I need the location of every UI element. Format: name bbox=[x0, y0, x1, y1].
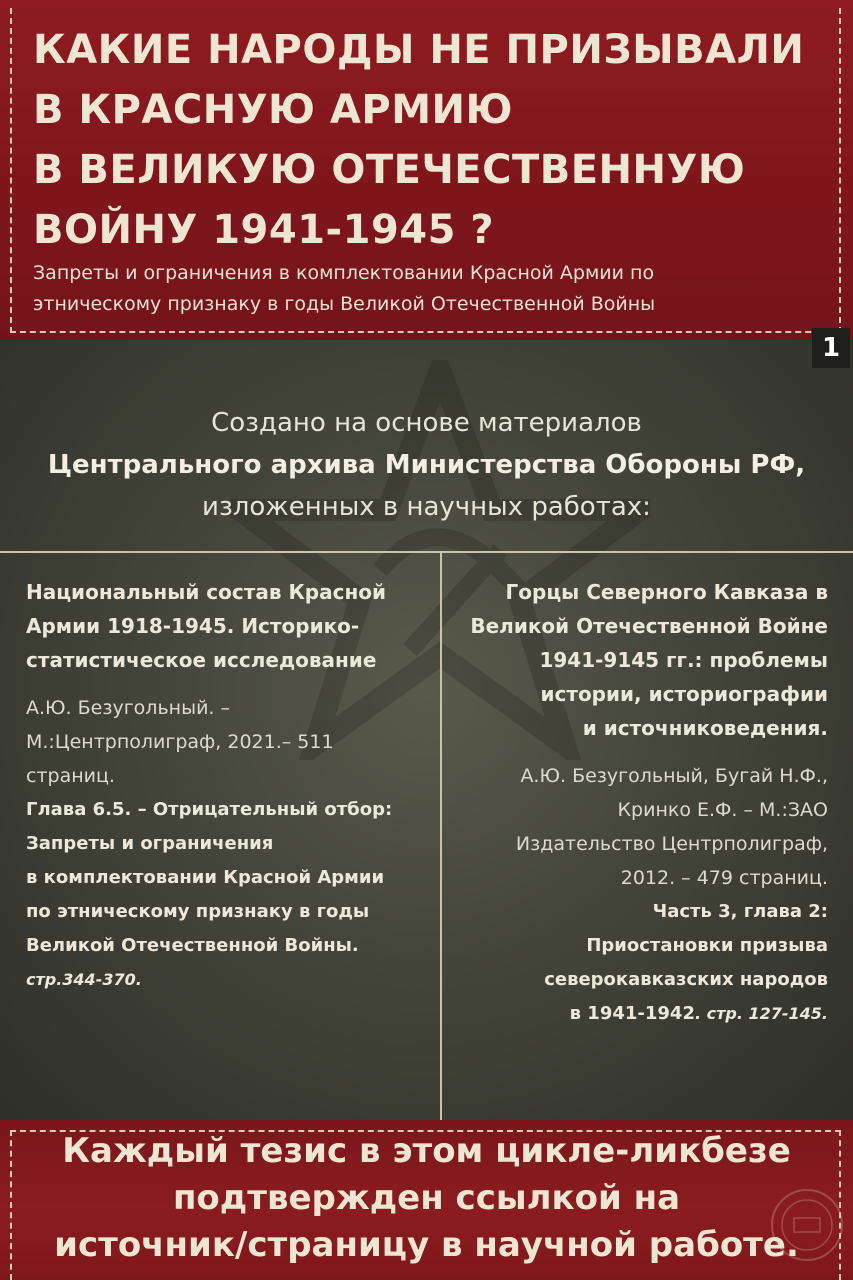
left-book-title bbox=[26, 575, 426, 677]
left-title-line: статистическое исследование bbox=[26, 648, 377, 672]
page-subtitle bbox=[33, 258, 823, 320]
title-line-4: ВОЙНУ 1941-1945 ? bbox=[33, 207, 495, 253]
title-line-3: В ВЕЛИКУЮ ОТЕЧЕСТВЕННУЮ bbox=[33, 147, 746, 193]
right-chapter-years: в 1941-1942 bbox=[569, 1003, 695, 1024]
footer-statement bbox=[0, 1128, 853, 1269]
left-chapter-line: Глава 6.5. – Отрицательный отбор: bbox=[26, 799, 393, 820]
subtitle-line-2: этническому признаку в годы Великой Отечественной Войны bbox=[33, 293, 656, 315]
left-author-line: М.:Центрполиграф, 2021.– 511 bbox=[26, 731, 334, 753]
right-title-line: Горцы Северного Кавказа в bbox=[505, 580, 828, 604]
right-title-line: и источниковедения. bbox=[582, 716, 828, 740]
right-page-range: . стр. 127-145. bbox=[694, 1004, 828, 1023]
right-chapter-info bbox=[452, 895, 828, 1031]
left-chapter-line: Великой Отечественной Войны. bbox=[26, 935, 359, 956]
left-author-line: А.Ю. Безугольный. – bbox=[26, 697, 230, 719]
left-chapter-line: Запреты и ограничения bbox=[26, 833, 274, 854]
left-title-line: Национальный состав Красной bbox=[26, 580, 387, 604]
intro-line-1: Создано на основе материалов bbox=[211, 408, 642, 438]
intro-text bbox=[0, 402, 853, 528]
right-author-line: Кринко Е.Ф. – М.:ЗАО bbox=[617, 799, 828, 821]
page-title bbox=[33, 20, 833, 260]
intro-archive-name: Центрального архива Министерства Обороны РФ, bbox=[47, 450, 806, 480]
right-chapter-line: Часть 3, глава 2: bbox=[652, 901, 828, 922]
left-author-line: страниц. bbox=[26, 765, 115, 787]
right-author-line: Издательство Центрполиграф, bbox=[515, 833, 828, 855]
left-author-info bbox=[26, 691, 426, 793]
right-chapter-last-line bbox=[452, 997, 828, 1031]
right-author-line: А.Ю. Безугольный, Бугай Н.Ф., bbox=[520, 765, 828, 787]
left-page-range: стр.344-370. bbox=[26, 970, 142, 989]
right-book-title bbox=[452, 575, 828, 745]
subtitle-line-1: Запреты и ограничения в комплектовании Красной Армии по bbox=[33, 262, 655, 284]
right-chapter-line: северокавказских народов bbox=[544, 969, 828, 990]
title-line-1: КАКИЕ НАРОДЫ НЕ ПРИЗЫВАЛИ bbox=[33, 27, 805, 73]
page-number-badge: 1 bbox=[812, 328, 850, 368]
right-title-line: Великой Отечественной Войне bbox=[470, 614, 828, 638]
right-title-line: 1941-9145 гг.: проблемы bbox=[539, 648, 828, 672]
title-line-2: В КРАСНУЮ АРМИЮ bbox=[33, 87, 513, 133]
intro-line-3: изложенных в научных работах: bbox=[202, 492, 651, 522]
left-chapter-line: по этническому признаку в годы bbox=[26, 901, 370, 922]
horizontal-divider bbox=[0, 551, 853, 553]
header-banner bbox=[0, 0, 853, 340]
right-title-line: истории, историографии bbox=[540, 682, 828, 706]
right-source-card bbox=[452, 575, 828, 1031]
footer-line-2: подтвержден ссылкой на bbox=[172, 1178, 681, 1218]
footer-banner bbox=[0, 1120, 853, 1280]
right-author-info bbox=[452, 759, 828, 895]
left-title-line: Армии 1918-1945. Историко- bbox=[26, 614, 360, 638]
left-source-card bbox=[26, 575, 426, 997]
intro-line-2 bbox=[0, 444, 853, 486]
footer-line-3: источник/страницу в научной работе. bbox=[54, 1225, 799, 1265]
right-chapter-line: Приостановки призыва bbox=[586, 935, 828, 956]
vertical-divider bbox=[440, 552, 442, 1122]
stamp-seal-icon bbox=[768, 1186, 846, 1264]
right-author-line: 2012. – 479 страниц. bbox=[620, 867, 828, 889]
left-chapter-line: в комплектовании Красной Армии bbox=[26, 867, 385, 888]
footer-line-1: Каждый тезис в этом цикле-ликбезе bbox=[62, 1131, 791, 1171]
left-chapter-info bbox=[26, 793, 426, 997]
